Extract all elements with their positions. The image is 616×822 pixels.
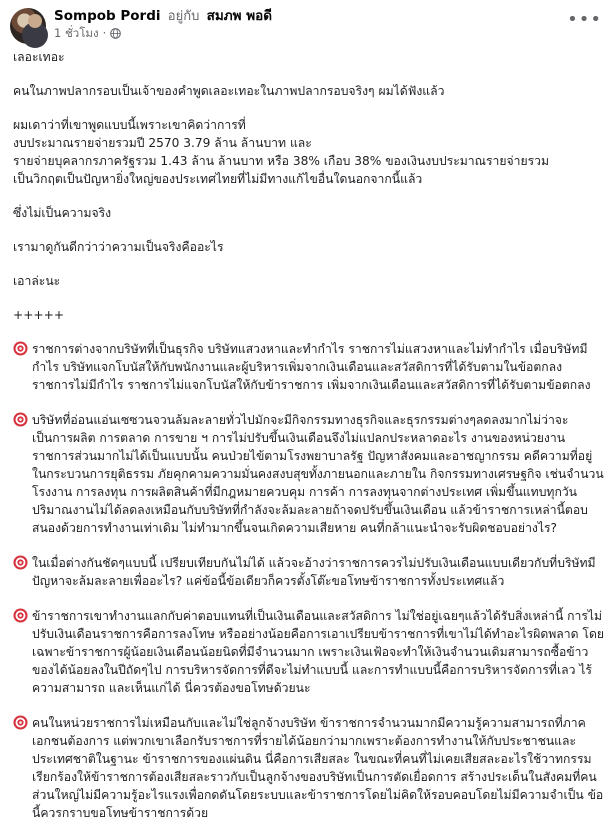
post-header (0, 0, 616, 46)
list-item (13, 554, 606, 590)
spacer (13, 107, 606, 116)
author-name[interactable]: Sompob Pordi (54, 8, 161, 24)
spacer (13, 297, 606, 306)
target-emoji-icon (13, 341, 28, 356)
list-item-text: บริษัทที่อ่อนแอ่นเซซวนจวนล้มละลายทั่วไปมักจะมีกิจกรรมทางธุรกิจและธุรกรรมต่างๆลดลงมากไม่ว่าจะเป็นการผลิต การตลาด การขาย ฯ การไม่ปรับขึ้นเงินเดือนจึงไม่แปลกประหลาดอะไร งานของหน่วยงานราชการส่วนมากไม่ได้เป็นแบบนั้น คนป่วยไข้ตามโรงพยาบาลรัฐ ปัญหาสังคมและอาชญากรรม คดีความที่อยู่ในกระบวนการยุติธรรม ภัยคุกคามความมั่นคงสงบสุขทั้งภายนอกและภายใน กิจกรรมทางเศรษฐกิจ เช่นจำนวนโรงงาน การลงทุน การผลิตสินค้าที่มีกฎหมายควบคุม การค้า การลงทุนจากต่างประเทศ เพิ่มขึ้นแทบทุกวันปริมาณงานไม่ได้ลดลงเหมือนกับบริษัทที่กำลังจะล้มละลายถ้าจดปรับขึ้นเงินเดือน แล้วข้าราชการเหล่านี้ตอบสนองด้วยการทำงานเท่าเดิม ไม่ทำมากขึ้นจนเกิดความเสียหาย คนที่กล้าแนะนำจะรับผิดชอบอย่างไร? (32, 413, 604, 535)
target-emoji-icon (13, 412, 28, 427)
list-item-text: คนในหน่วยราชการไม่เหมือนกับและไม่ใช่ลูกจ้างบริษัท ข้าราชการจำนวนมากมีความรู้ความสามารถที่ภาคเอกชนต้องการ แต่พวกเขาเลือกรับราชการที่รายได้น้อยกว่ามากเพราะต้องการทำงานให้กับประชาชนและประเทศชาติในฐานะ ข้าราชการของแผ่นดิน นี่คือการเสียสละ ในขณะที่คนที่ไม่เคยเสียสละอะไรใช้วาทกรรมเรียกร้องให้ข้าราชการต้องเสียสละราวกับเป็นลูกจ้างของบริษัทเป็นการตัดเยื่อดการ สร้างประเด็นในสังคมที่คนส่วนใหญ่ไม่มีความรู้อะไรแรงเพื่อกดดันโดยระบบและข้าราชการโดยไม่คิดให้รอบคอบโดยไม่มีความจำเป็น ข้อนี้ควรกราบขอโทษข้าราชการด้วย (32, 716, 604, 820)
post-paragraph: ผมเดาว่าที่เขาพูดแบบนี้เพราะเขาคิดว่าการที่ งบประมาณรายจ่ายรวมปี 2570 3.79 ล้าน ล้านบาท และ รายจ่ายบุคลากรภาครัฐรวม 1.43 ล้าน ล้านบาท หรือ 38% เกือบ 38% ของเงินงบประมาณรายจ่ายรวม เป็นวิกฤตเป็นปัญหายิ่งใหญ่ของประเทศไทยที่ไม่มีทางแก้ไขอื่นใดนอกจากนี้แล้ว (13, 118, 550, 186)
spacer (13, 402, 606, 411)
post-time[interactable]: 1 ชั่วโมง (54, 26, 99, 40)
author-avatar[interactable] (10, 8, 46, 44)
more-options-icon[interactable]: ••• (567, 9, 602, 30)
post-paragraph: เรามาดูกันดีกว่าว่าความเป็นจริงคืออะไร (13, 240, 224, 254)
list-item-text: ราชการต่างจากบริษัทที่เป็นธุรกิจ บริษัทแสวงหาและทำกำไร ราชการไม่แสวงหาและไม่ทำกำไร เมื่อบริษัทมีกำไร บริษัทแจกโบนัสให้กับพนักงานและผู้บริหารเพิ่มจากเงินเดือนและสวัสดิการที่ได้รับตามในข้อตกลง ราชการไม่มีกำไร ราชการไม่แจกโบนัสให้กับข้าราชการ เพิ่มจากเงินเดือนและสวัสดิการที่ได้รับตามข้อตกลง (32, 342, 591, 392)
post-paragraph: เลอะเทอะ (13, 50, 65, 64)
dot-separator: · (102, 26, 107, 40)
spacer (13, 229, 606, 238)
target-emoji-icon (13, 715, 28, 730)
list-item (13, 411, 606, 537)
list-item (13, 340, 606, 394)
target-emoji-icon (13, 608, 28, 623)
spacer (13, 331, 606, 340)
tagged-person[interactable]: สมภพ พอดี (206, 8, 273, 24)
spacer (13, 195, 606, 204)
spacer (13, 263, 606, 272)
spacer (13, 73, 606, 82)
post-body (0, 46, 616, 822)
spacer (13, 705, 606, 714)
post-paragraph: เอาล่ะนะ (13, 274, 61, 288)
author-line (54, 8, 272, 25)
list-item-text: ข้าราชการเขาทำงานแลกกับค่าตอบแทนที่เป็นเงินเดือนและสวัสดิการ ไม่ใช่อยู่เฉยๆแล้วได้รับสิ่งเหล่านี้ การไม่ปรับเงินเดือนราชการคือการลงโทษ หรืออย่างน้อยคือการเอาเปรียบข้าราชการที่เขาไม่ได้ทำอะไรผิดพลาด โดยเฉพาะข้าราชการผู้น้อยเงินเดือนน้อยนิดที่มีจำนวนมาก เพราะเงินเฟ้อจะทำให้เงินจำนวนเดิมสามารถซื้อข้าวของได้น้อยลงในปีถัดๆไป การบริหารจัดการที่ดีจะไม่ทำแบบนี้ และการทำแบบนี้คือการบริหารจัดการที่เลว ไร้ความสามารถ และเห็นแก่ได้ นี่ควรต้องขอโทษด้วยนะ (32, 609, 605, 695)
post-meta (54, 8, 272, 42)
list-item-text: ในเมื่อต่างกันชัดๆแบบนี้ เปรียบเทียบกันไม่ได้ แล้วจะอ้างว่าราชการควรไม่ปรับเงินเดือนแบบเดียวกับที่บริษัทมีปัญหาจะล้มละลายเพื่ออะไร? แค่ข้อนี้ข้อเดียวก็ควรตั้งโต๊ะขอโทษข้าราชการทั้งประเทศแล้ว (32, 556, 596, 588)
list-item (13, 607, 606, 697)
with-text: อยู่กับ (167, 9, 200, 24)
post-paragraph: ซึ่งไม่เป็นความจริง (13, 206, 112, 220)
post-paragraph: คนในภาพปลากรอบเป็นเจ้าของคำพูดเลอะเทอะในภาพปลากรอบจริงๆ ผมได้ฟังแล้ว (13, 84, 445, 98)
post-subline (54, 25, 272, 42)
spacer (13, 545, 606, 554)
globe-icon[interactable] (110, 28, 121, 39)
target-emoji-icon (13, 555, 28, 570)
list-item (13, 714, 606, 822)
spacer (13, 598, 606, 607)
post-paragraph: +++++ (13, 308, 65, 322)
